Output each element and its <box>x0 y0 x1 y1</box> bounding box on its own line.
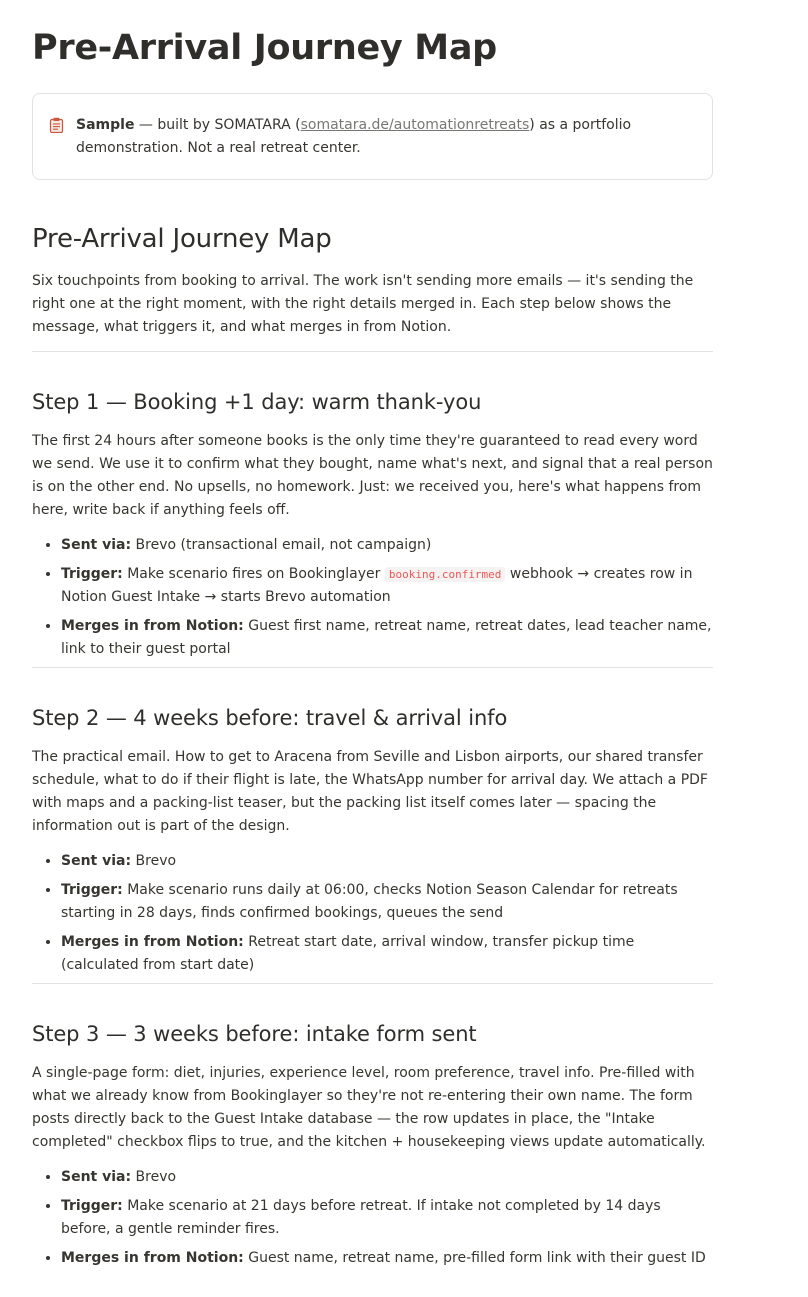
trigger-label: Trigger: <box>61 1198 123 1214</box>
step-1-details <box>32 534 713 661</box>
sample-callout <box>32 93 713 180</box>
list-item <box>61 1195 713 1241</box>
sent-via-value: Brevo (transactional email, not campaign) <box>131 537 432 553</box>
divider <box>32 983 713 984</box>
step-3-details <box>32 1166 713 1270</box>
clipboard-icon <box>49 117 64 159</box>
trigger-text: Make scenario at 21 days before retreat. If intake not completed by 14 days before, a gentle reminder fires. <box>61 1198 661 1237</box>
sent-via-label: Sent via: <box>61 1169 132 1185</box>
merges-value: Guest first name, retreat name, retreat dates, lead teacher name, link to their guest portal <box>61 618 712 657</box>
step-1-body: The first 24 hours after someone books is the only time they're guaranteed to read every word we send. We use it to confirm what they bought, name what's next, and signal that a real person is on the other end. No upsells, no homework. Just: we received you, here's what happens from here, write back if anything feels off. <box>32 433 713 518</box>
list-item <box>61 931 713 977</box>
divider <box>32 351 713 352</box>
portfolio-link[interactable]: somatara.de/automationretreats <box>300 117 530 133</box>
list-item <box>61 615 713 661</box>
sent-via-label: Sent via: <box>61 853 132 869</box>
sent-via-value: Brevo <box>131 1169 177 1185</box>
step-3-title: Step 3 — 3 weeks before: intake form sent <box>32 1022 477 1046</box>
sent-via-label: Sent via: <box>61 537 132 553</box>
list-item <box>61 563 713 609</box>
trigger-text-after: webhook → creates row in Notion Guest Intake → starts Brevo automation <box>61 566 693 605</box>
callout-text-before-link: — built by SOMATARA ( <box>134 117 301 133</box>
merges-label: Merges in from Notion: <box>61 1250 244 1266</box>
list-item <box>61 1247 713 1270</box>
merges-value: Guest name, retreat name, pre-filled form link with their guest ID <box>243 1250 706 1266</box>
list-item <box>61 879 713 925</box>
merges-value: Retreat start date, arrival window, transfer pickup time (calculated from start date) <box>61 934 635 973</box>
sent-via-value: Brevo <box>131 853 177 869</box>
page <box>32 0 713 1276</box>
webhook-code: booking.confirmed <box>385 567 506 582</box>
step-2-details <box>32 850 713 977</box>
trigger-text: Make scenario runs daily at 06:00, checks Notion Season Calendar for retreats starting in 28 days, finds confirmed bookings, queues the send <box>61 882 678 921</box>
step-3-body: A single-page form: diet, injuries, experience level, room preference, travel info. Pre-filled with what we already know from Bookinglayer so they're not re-entering their own name. The form posts directly back to the Guest Intake database — the row updates in place, the "Intake completed" checkbox flips to true, and the kitchen + housekeeping views update automatically. <box>32 1065 706 1150</box>
list-item <box>61 1166 713 1189</box>
trigger-text: Make scenario fires on Bookinglayer <box>122 566 385 582</box>
divider <box>32 667 713 668</box>
callout-bold: Sample <box>76 117 135 133</box>
step-2-body: The practical email. How to get to Aracena from Seville and Lisbon airports, our shared transfer schedule, what to do if their flight is late, the WhatsApp number for arrival day. We attach a PDF with maps and a packing-list teaser, but the packing list itself comes later — spacing the information out is part of the design. <box>32 749 708 834</box>
section-intro: Six touchpoints from booking to arrival. The work isn't sending more emails — it's sending the right one at the right moment, with the right details merged in. Each step below shows the message, what triggers it, and what merges in from Notion. <box>32 273 694 335</box>
list-item <box>61 534 713 557</box>
trigger-label: Trigger: <box>61 882 123 898</box>
section-title: Pre-Arrival Journey Map <box>32 224 332 254</box>
merges-label: Merges in from Notion: <box>61 934 244 950</box>
callout-text <box>76 114 696 159</box>
list-item <box>61 850 713 873</box>
merges-label: Merges in from Notion: <box>61 618 244 634</box>
page-title: Pre-Arrival Journey Map <box>32 28 497 68</box>
callout-text-after-link: ) as a portfolio demonstration. Not a real retreat center. <box>76 117 632 156</box>
step-1-title: Step 1 — Booking +1 day: warm thank-you <box>32 390 482 414</box>
step-2-title: Step 2 — 4 weeks before: travel & arrival info <box>32 706 508 730</box>
trigger-label: Trigger: <box>61 566 123 582</box>
